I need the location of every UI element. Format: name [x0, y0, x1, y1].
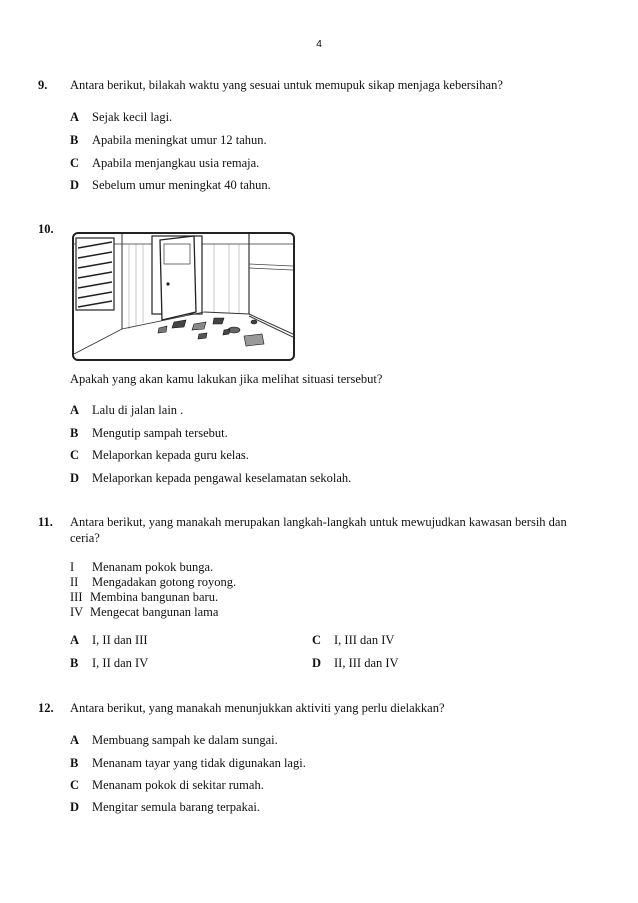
- statement-roman: II: [70, 575, 79, 589]
- option-b[interactable]: [70, 756, 306, 771]
- option-b[interactable]: [70, 426, 228, 441]
- question-text-line1: Antara berikut, yang manakah merupakan langkah-langkah untuk mewujudkan kawasan bersih dan: [70, 515, 567, 529]
- option-letter: A: [70, 733, 80, 747]
- option-letter: D: [70, 800, 80, 814]
- option-b[interactable]: [70, 656, 148, 671]
- room-rubbish-illustration: [72, 232, 295, 361]
- option-text: II, III dan IV: [334, 656, 399, 670]
- statement-roman: III: [70, 590, 83, 604]
- page-number: 4: [316, 38, 322, 50]
- option-d[interactable]: [70, 178, 271, 193]
- option-text: Sejak kecil lagi.: [92, 110, 173, 124]
- option-letter: D: [312, 656, 322, 670]
- statement-iv: [70, 605, 218, 620]
- option-text: Melaporkan kepada pengawal keselamatan sekolah.: [92, 471, 352, 485]
- option-text: I, III dan IV: [334, 633, 395, 647]
- option-c[interactable]: [312, 633, 394, 648]
- statement-roman: IV: [70, 605, 84, 619]
- option-text: Membuang sampah ke dalam sungai.: [92, 733, 278, 747]
- option-text: Menanam pokok di sekitar rumah.: [92, 778, 264, 792]
- option-letter: C: [70, 448, 80, 462]
- option-letter: A: [70, 633, 80, 647]
- question-text: Antara berikut, bilakah waktu yang sesuai untuk memupuk sikap menjaga kebersihan?: [70, 78, 503, 92]
- option-letter: A: [70, 110, 80, 124]
- option-d[interactable]: [70, 800, 260, 815]
- option-text: Sebelum umur meningkat 40 tahun.: [92, 178, 271, 192]
- option-c[interactable]: [70, 448, 249, 463]
- statement-text: Menanam pokok bunga.: [92, 560, 214, 574]
- option-letter: A: [70, 403, 80, 417]
- question-number: 10.: [38, 222, 54, 236]
- question-text-line2: ceria?: [70, 531, 100, 545]
- statement-iii: [70, 590, 218, 605]
- statement-text: Mengecat bangunan lama: [90, 605, 219, 619]
- option-letter: B: [70, 656, 79, 670]
- option-c[interactable]: [70, 778, 264, 793]
- option-letter: C: [312, 633, 322, 647]
- option-letter: B: [70, 756, 79, 770]
- option-text: Mengutip sampah tersebut.: [92, 426, 228, 440]
- option-d[interactable]: [70, 471, 351, 486]
- option-d[interactable]: [312, 656, 399, 671]
- statement-text: Mengadakan gotong royong.: [92, 575, 237, 589]
- statement-ii: [70, 575, 236, 590]
- option-text: Apabila meningkat umur 12 tahun.: [92, 133, 267, 147]
- option-letter: D: [70, 178, 80, 192]
- option-a[interactable]: [70, 110, 172, 125]
- question-text: Antara berikut, yang manakah menunjukkan aktiviti yang perlu dielakkan?: [70, 701, 445, 715]
- option-text: Apabila menjangkau usia remaja.: [92, 156, 260, 170]
- statement-i: [70, 560, 213, 575]
- option-letter: C: [70, 156, 80, 170]
- option-letter: D: [70, 471, 80, 485]
- option-text: Melaporkan kepada guru kelas.: [92, 448, 249, 462]
- statement-text: Membina bangunan baru.: [90, 590, 219, 604]
- option-a[interactable]: [70, 633, 148, 648]
- option-c[interactable]: [70, 156, 259, 171]
- room-illustration-svg: [74, 234, 293, 359]
- option-letter: B: [70, 426, 79, 440]
- option-letter: B: [70, 133, 79, 147]
- option-letter: C: [70, 778, 80, 792]
- option-text: I, II dan III: [92, 633, 148, 647]
- option-a[interactable]: [70, 403, 183, 418]
- option-text: Lalu di jalan lain .: [92, 403, 184, 417]
- option-text: Menanam tayar yang tidak digunakan lagi.: [92, 756, 306, 770]
- statement-roman: I: [70, 560, 75, 574]
- option-b[interactable]: [70, 133, 267, 148]
- option-text: I, II dan IV: [92, 656, 149, 670]
- question-text: Apakah yang akan kamu lakukan jika melihat situasi tersebut?: [70, 372, 383, 386]
- question-number: 9.: [38, 78, 48, 92]
- option-a[interactable]: [70, 733, 278, 748]
- question-number: 11.: [38, 515, 53, 529]
- option-text: Mengitar semula barang terpakai.: [92, 800, 260, 814]
- question-number: 12.: [38, 701, 54, 715]
